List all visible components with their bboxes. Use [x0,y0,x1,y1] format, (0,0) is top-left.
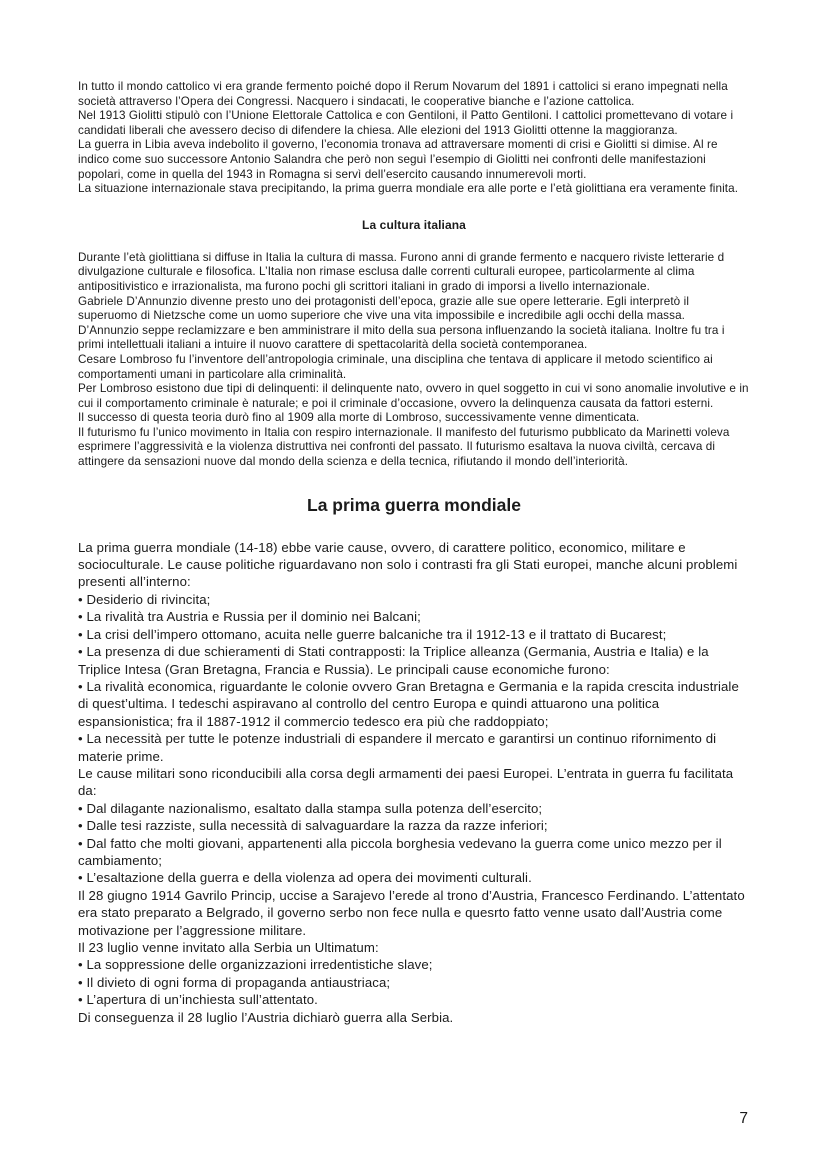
bullet-item: • L’esaltazione della guerra e della violenza ad opera dei movimenti culturali. [78,870,532,886]
paragraph: D’Annunzio seppe reclamizzare e ben amministrare il mito della sua persona influenzando la società italiana. Inoltre fu tra i primi intellettuali italiani a intuire il nuovo carattere di spettacolarità della società contemporanea. [78,323,725,352]
bullet-item: • L’apertura di un’inchiesta sull’attentato. [78,992,318,1008]
paragraph: Cesare Lombroso fu l’inventore dell’antropologia criminale, una disciplina che tentava di applicare il metodo scientifico ai comportamenti umani in particolare alla criminalità. [78,352,713,381]
page-number: 7 [739,1110,748,1127]
paragraph: Per Lombroso esistono due tipi di delinquenti: il delinquente nato, ovvero in quel soggetto in cui vi sono anomalie involutive e in cui il comportamento criminale è naturale; e poi il criminale d’occasione, ovvero la delinquenza causata da fattori esterni. [78,382,749,410]
bullet-item: • Dal dilagante nazionalismo, esaltato dalla stampa sulla potenza dell’esercito; [78,800,543,816]
bullet-item: • La crisi dell’impero ottomano, acuita nelle guerre balcaniche tra il 1912-13 e il trattato di Bucarest; [78,626,667,642]
paragraph: Durante l’età giolittiana si diffuse in Italia la cultura di massa. Furono anni di grande fermento e nacquero riviste letterarie d divulgazione culturale e filosofica. L’Italia non rimase esclusa dalle correnti culturali europee, particolarmente al clima antipositivistico e irrazionalista, ma furono pochi gli scrittori italiani in grado di imporsi a livello internazionale. [78,250,725,293]
intro-section [78,80,750,197]
paragraph: La prima guerra mondiale (14-18) ebbe varie cause, ovvero, di carattere politico, economico, militare e socioculturale. Le cause politiche riguardavano non solo i contrasti fra gli Stati europei, manche alcuni problemi presenti all’interno: [78,539,738,590]
paragraph: Il 23 luglio venne invitato alla Serbia un Ultimatum: [78,940,379,955]
bullet-item: • La rivalità economica, riguardante le colonie ovvero Gran Bretagna e Germania e la rapida crescita industriale di quest’ultima. I tedeschi aspiravano al controllo del centro Europa e quindi attuarono una politica espansionistica; fra il 1887-1912 il commercio tedesco era più che raddoppiato; [78,678,739,729]
paragraph: La situazione internazionale stava precipitando, la prima guerra mondiale era alle porte e l’età giolittiana era veramente finita. [78,182,739,196]
bullet-item: • La necessità per tutte le potenze industriali di espandere il mercato e garantirsi un continuo rifornimento di materie prime. [78,731,717,764]
paragraph: In tutto il mondo cattolico vi era grande fermento poiché dopo il Rerum Novarum del 1891 i cattolici si erano impegnati nella società attraverso l’Opera dei Congressi. Nacquero i sindacati, le cooperative bianche e l’azione cattolica. [78,80,728,108]
paragraph: Il futurismo fu l’unico movimento in Italia con respiro internazionale. Il manifesto del futurismo pubblicato da Marinetti voleva esprimere l’aggressività e la violenza distruttiva nei confronti del passato. Il futurismo esaltava la nuova civiltà, cercava di attingere da sensazioni nuove dal mondo della scienza e della tecnica, rifiutando il mondo dell’interiorità. [78,425,730,469]
paragraph: Le cause militari sono riconducibili alla corsa degli armamenti dei paesi Europei. L’entrata in guerra fu facilitata da: [78,765,734,799]
paragraph: Gabriele D’Annunzio divenne presto uno dei protagonisti dell’epoca, grazie alle sue opere letterarie. Egli interpretò il superuomo di Nietzsche come un uomo superiore che vive una vita impossibile e incredibile agli occhi della massa. [78,294,690,323]
bullet-item: • Dalle tesi razziste, sulla necessità di salvaguardare la razza da razze inferiori; [78,818,548,834]
paragraph: Il successo di questa teoria durò fino al 1909 alla morte di Lombroso, successivamente venne dimenticata. [78,411,640,425]
paragraph: Il 28 giugno 1914 Gavrilo Princip, uccise a Sarajevo l’erede al trono d’Austria, Francesco Ferdinando. L’attentato era stato preparato a Belgrado, il governo serbo non fece nulla e quesrto fatto venne usato dall’Austria come motivazione per l’aggressione militare. [78,887,745,938]
bullet-item: • Dal fatto che molti giovani, appartenenti alla piccola borghesia vedevano la guerra come unico mezzo per il cambiamento; [78,835,722,868]
section-heading-cultura-italiana: La cultura italiana [362,217,466,232]
bullet-item: • La presenza di due schieramenti di Stati contrapposti: la Triplice alleanza (Germania, Austria e Italia) e la Triplice Intesa (Gran Bretagna, Francia e Russia). Le principali cause economiche furono: [78,644,709,677]
bullet-item: • Desiderio di rivincita; [78,591,211,607]
bullet-item: • La soppressione delle organizzazioni irredentistiche slave; [78,957,433,973]
section-heading-prima-guerra-mondiale: La prima guerra mondiale [307,494,521,515]
paragraph: Di conseguenza il 28 luglio l’Austria dichiarò guerra alla Serbia. [78,1009,454,1025]
bullet-item: • La rivalità tra Austria e Russia per il dominio nei Balcani; [78,609,421,625]
bullet-item: • Il divieto di ogni forma di propaganda antiaustriaca; [78,974,391,990]
paragraph: Nel 1913 Giolitti stipulò con l’Unione Elettorale Cattolica e con Gentiloni, il Patto Gentiloni. I cattolici promettevano di votare i candidati liberali che avessero deciso di difendere la chiesa. Alle elezioni del 1913 Giolitti ottenne la maggioranza. [78,109,734,137]
prima-guerra-mondiale-section [78,539,750,1026]
paragraph: La guerra in Libia aveva indebolito il governo, l’economia tronava ad attraversare momenti di crisi e Giolitti si dimise. Al re indico come suo successore Antonio Salandra che però non seguì l’esempio di Giolitti nei confronti delle manifestazioni popolari, come in quella del 1943 in Romagna si servì dell’esercito causando innumerevoli morti. [78,138,718,181]
cultura-italiana-section [78,251,750,470]
